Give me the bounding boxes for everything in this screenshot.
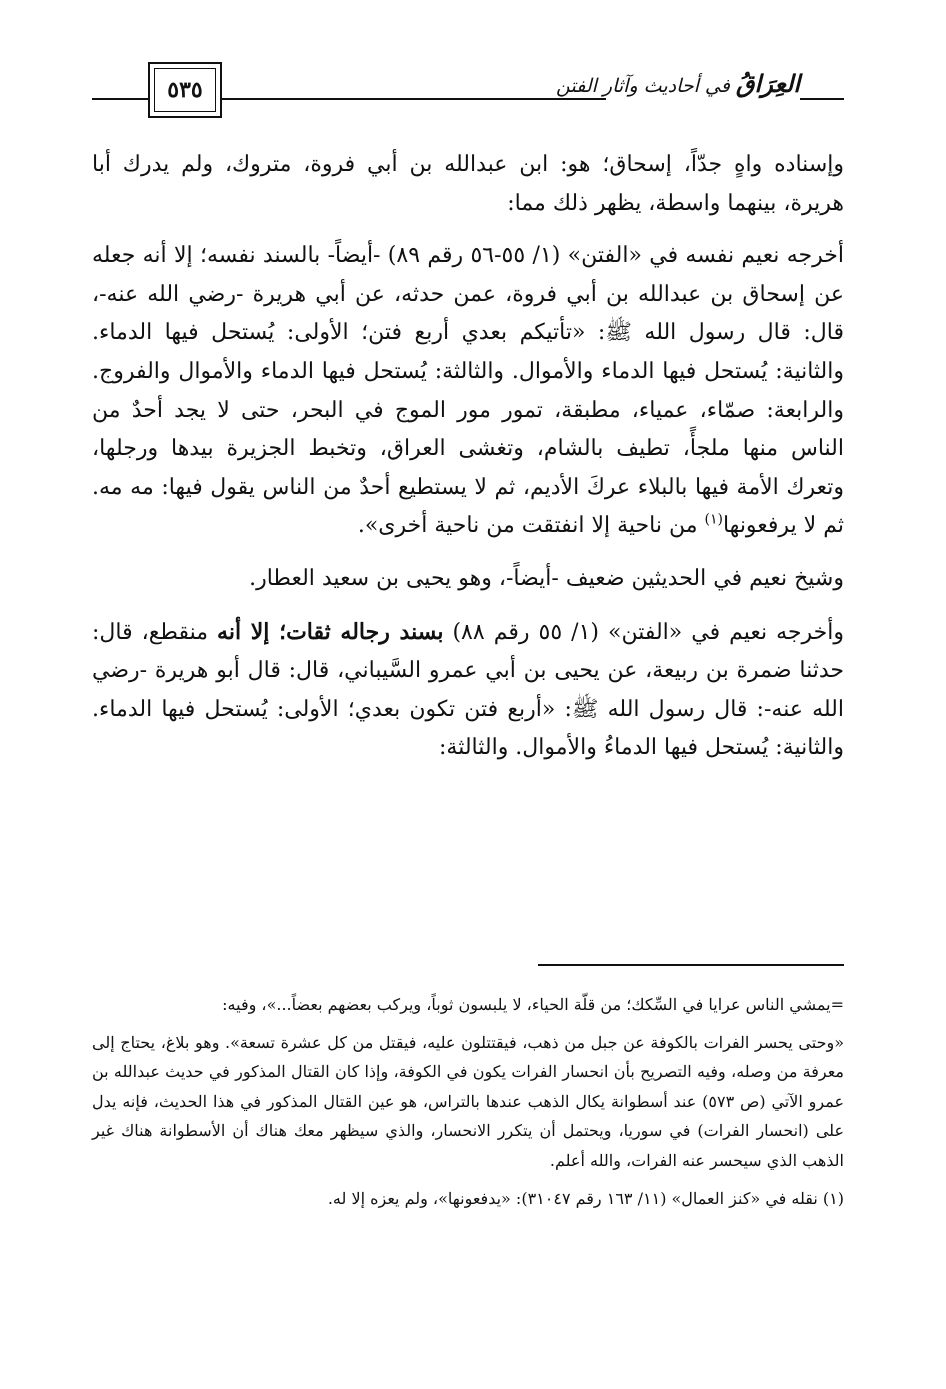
header-rule-right [800, 98, 844, 100]
paragraph-2 [92, 237, 844, 546]
book-title [556, 64, 800, 104]
paragraph-4-start: وأخرجه نعيم في «الفتن» (١/ ٥٥ رقم ٨٨) [443, 619, 844, 645]
footnote-continued-2: «وحتى يحسر الفرات بالكوفة عن جبل من ذهب، فيقتتلون عليه، فيقتل من كل عشرة تسعة». وهو بلاغ، يحتاج إلى معرفة من وصله، وفيه التصريح بأن انحسار الفرات يكون في الكوفة، وإذا كان القتال المذكور في حديث عبدالله بن عمرو الآتي (ص ٥٧٣) عند أسطوانة يكال الذهب عندها بالتراس، هو عين القتال المذكور في هذا الحديث، فإنه يدل على (انحسار الفرات) في سوريا، ويحتمل أن يتكرر الانحسار، والذي سيظهر معك هناك أن الأسطوانة هناك غير الذهب الذي سيحسر عنه الفرات، والله أعلم. [92, 1032, 845, 1170]
footnote-continued-1: =يمشي الناس عرايا في السِّكك؛ من قلّة الحياء، لا يلبسون ثوباً، ويركب بعضهم بعضاً...»، وفيه: [222, 995, 844, 1014]
book-title-main: العِرَاقُ [735, 69, 800, 98]
paragraph-4-bold: بسند رجاله ثقات؛ إلا أنه [217, 618, 444, 645]
footnote-ref-1: (١) [704, 512, 723, 529]
book-title-sub: في أحاديث وآثار الفتن [556, 75, 730, 97]
footnotes [92, 990, 844, 1213]
page-number: ٥٣٥ [167, 77, 203, 103]
paragraph-1: وإسناده واهٍ جدّاً، إسحاق؛ هو: ابن عبدالله بن أبي فروة، متروك، ولم يدرك أبا هريرة، بينهما واسطة، يظهر ذلك مما: [92, 152, 844, 216]
paragraph-4 [92, 613, 844, 768]
page-number-box [148, 62, 222, 118]
paragraph-2-text: أخرجه نعيم نفسه في «الفتن» (١/ ٥٥-٥٦ رقم ٨٩) -أيضاً- بالسند نفسه؛ إلا أنه جعله عن إسحاق بن عبدالله بن أبي فروة، عمن حدثه، عن أبي هريرة -رضي الله عنه-، قال: قال رسول الله ﷺ: «تأتيكم بعدي أربع فتن؛ الأولى: يُستحل فيها الدماء. والثانية: يُستحل فيها الدماء والأموال. والثالثة: يُستحل فيها الدماء والأموال والفروج. والرابعة: صمّاء، عمياء، مطبقة، تمور مور الموج في البحر، حتى لا يجد أحدٌ من الناس منها ملجأً، تطيف بالشام، وتغشى العراق، وتخبط الجزيرة بيدها ورجلها، وتعرك الأمة فيها بالبلاء عركَ الأديم، ثم لا يستطيع أحدٌ من الناس يقول فيها: مه مه. ثم لا يرفعونها [92, 243, 845, 539]
footnote-separator [538, 964, 844, 966]
page-header [0, 0, 946, 140]
paragraph-3: وشيخ نعيم في الحديثين ضعيف -أيضاً-، وهو يحيى بن سعيد العطار. [249, 565, 844, 591]
header-rule-middle [222, 98, 606, 100]
paragraph-4-end: منقطع، قال: حدثنا ضمرة بن ربيعة، عن يحيى بن أبي عمرو السَّيباني، قال: قال أبو هريرة -رضي الله عنه-: قال رسول الله ﷺ: «أربع فتن تكون بعدي؛ الأولى: يُستحل فيها الدماء. والثانية: يُستحل فيها الدماءُ والأموال. والثالثة: [92, 619, 844, 761]
paragraph-2-end: من ناحية إلا انفتقت من ناحية أخرى». [357, 513, 705, 539]
footnote-1: (١) نقله في «كنز العمال» (١١/ ١٦٣ رقم ٣١٠٤٧): «يدفعونها»، ولم يعزه إلا له. [327, 1188, 844, 1208]
header-rule-left [92, 98, 148, 100]
main-text [92, 146, 844, 768]
